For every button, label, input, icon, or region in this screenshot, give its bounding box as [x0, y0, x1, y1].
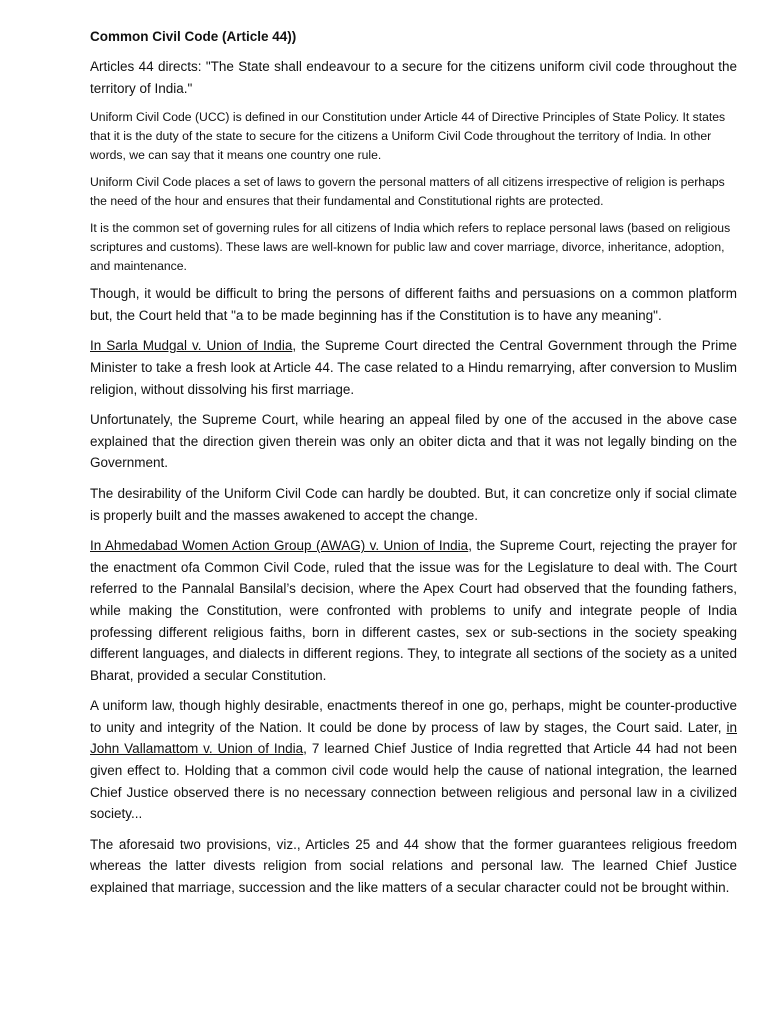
paragraph-desirability: The desirability of the Uniform Civil Code can hardly be doubted. But, it can concretize only if social climate is properly built and the masses awakened to accept the change. — [90, 485, 737, 523]
paragraph-vallamattom-after: , 7 learned Chief Justice of India regretted that Article 44 had not been given effect to. Holding that a common civil code would help the cause of national integration, the learned Chief Justice observed there is no necessary connection between religious and personal law in a civilized society... — [90, 741, 737, 822]
case-awag: In Ahmedabad Women Action Group (AWAG) v. Union of India — [90, 538, 469, 554]
paragraph-vallamattom-before: A uniform law, though highly desirable, enactments thereof in one go, perhaps, might be counter-productive to unity and integrity of the Nation. It could be done by process of law by stages, the Court said. Later, — [90, 698, 737, 735]
paragraph-vallamattom — [90, 695, 737, 825]
paragraph-sarla-mudgal — [90, 335, 737, 400]
paragraph-awag-text: , the Supreme Court, rejecting the prayer for the enactment ofa Common Civil Code, ruled that the issue was for the Legislature to deal with. The Court referred to the Pannalal Bansilal’s decision, where the Apex Court had observed that the founding fathers, while making the Constitution, were confronted with problems to unify and integrate people of India professing different religious faiths, born in different castes, sex or sub-sections in the society speaking different languages, and dialects in different regions. They, to integrate all sections of the society as a united Bharat, provided a secular Constitution. — [90, 538, 737, 683]
case-john-vallamattom: in John Vallamattom v. Union of India — [90, 719, 737, 757]
paragraph-sarla-mudgal-text: , the Supreme Court directed the Central Government through the Prime Minister to take a fresh look at Article 44. The case related to a Hindu remarrying, after conversion to Muslim religion, without dissolving his first marriage. — [90, 338, 737, 397]
case-sarla-mudgal: In Sarla Mudgal v. Union of India — [90, 338, 293, 354]
paragraph-article-44-directs: Articles 44 directs: "The State shall endeavour to a secure for the citizens uniform civil code throughout the territory of India." — [90, 59, 737, 96]
paragraph-common-rules: It is the common set of governing rules for all citizens of India which refers to replace personal laws (based on religious scriptures and customs). These laws are well-known for public law and cover marriage, divorce, inheritance, adoption, and maintenance. — [90, 221, 731, 274]
paragraph-ucc-laws: Uniform Civil Code places a set of laws to govern the personal matters of all citizens irrespective of religion is perhaps the need of the hour and ensures that their fundamental and Constitutional rights are protected. — [90, 175, 725, 209]
paragraph-ucc-definition: Uniform Civil Code (UCC) is defined in our Constitution under Article 44 of Directive Principles of State Policy. It states that it is the duty of the state to secure for the citizens a Uniform Civil Code throughout the territory of India. In other words, we can say that it means one country one rule. — [90, 110, 726, 163]
paragraph-articles-25-44: The aforesaid two provisions, viz., Articles 25 and 44 show that the former guarantees religious freedom whereas the latter divests religion from social relations and personal law. The learned Chief Justice explained that marriage, succession and the like matters of a secular character could not be brought within. — [90, 836, 737, 896]
paragraph-awag — [90, 535, 737, 686]
paragraph-obiter-dicta: Unfortunately, the Supreme Court, while hearing an appeal filed by one of the accused in the above case explained that the direction given therein was only an obiter dicta and that it was not legally binding on the Government. — [90, 412, 737, 471]
paragraph-difficulty: Though, it would be difficult to bring the persons of different faiths and persuasions on a common platform but, the Court held that "a to be made beginning has if the Constitution is to have any meaning". — [90, 286, 737, 323]
document-title: Common Civil Code (Article 44)) — [90, 29, 297, 44]
document-page — [90, 26, 737, 908]
